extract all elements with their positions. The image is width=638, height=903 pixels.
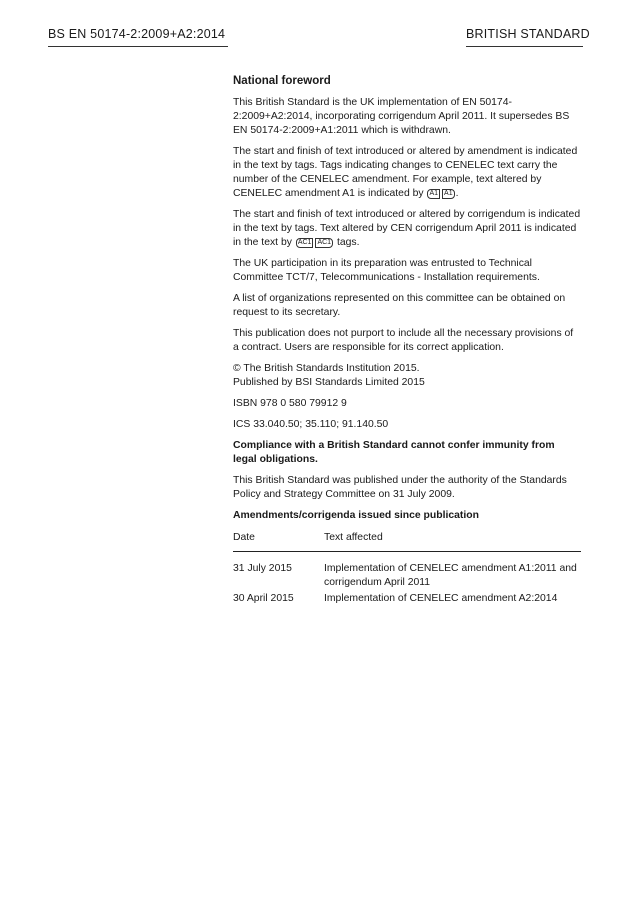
- publisher-line: Published by BSI Standards Limited 2015: [233, 377, 425, 388]
- isbn: ISBN 978 0 580 79912 9: [233, 398, 347, 409]
- header-rule-left: [48, 46, 228, 47]
- provisions-paragraph: This publication does not purport to include all the necessary provisions of a contract. Users are responsible for its correct application.: [233, 328, 574, 353]
- amendments-table-header: [233, 531, 581, 552]
- standard-type-header: BRITISH STANDARD: [466, 27, 590, 41]
- corrigendum-open-tag-icon: AC1: [297, 239, 312, 246]
- amendment-tags-paragraph: [233, 145, 581, 201]
- foreword-title: National foreword: [233, 75, 331, 87]
- amendment-open-tag-icon: A1: [429, 190, 439, 197]
- committee-paragraph: The UK participation in its preparation was entrusted to Technical Committee TCT/7, Telecommunications - Installation requirements.: [233, 258, 540, 283]
- implementation-paragraph: This British Standard is the UK implementation of EN 50174-2:2009+A2:2014, incorporating corrigendum April 2011. It supersedes BS EN 50174-2:2009+A1:2011 which is withdrawn.: [233, 97, 570, 136]
- organizations-paragraph: A list of organizations represented on this committee can be obtained on request to its secretary.: [233, 293, 566, 318]
- corrigendum-tags-text: The start and finish of text introduced or altered by corrigendum is indicated in the text by tags. Text altered by CEN corrigendum April 2011 is indicated in the text by: [233, 209, 581, 248]
- compliance-notice: Compliance with a British Standard cannot confer immunity from legal obligations.: [233, 440, 555, 465]
- text-affected-column-header: Text affected: [324, 532, 383, 543]
- document-id-header: BS EN 50174-2:2009+A2:2014: [48, 27, 226, 41]
- corrigendum-tags-paragraph: [233, 208, 581, 250]
- amendments-title: Amendments/corrigenda issued since publication: [233, 510, 479, 521]
- copyright-block: [233, 362, 581, 390]
- amendment-date: 31 July 2015: [233, 563, 292, 574]
- publication-authority: This British Standard was published under the authority of the Standards Policy and Strategy Committee on 31 July 2009.: [233, 475, 567, 500]
- table-row: [233, 562, 581, 590]
- amendment-close-tag-icon: A1: [444, 190, 453, 197]
- corrigendum-close-tag-icon: AC1: [317, 239, 332, 246]
- amendment-text: Implementation of CENELEC amendment A2:2014: [324, 593, 558, 604]
- amendment-tags-text: The start and finish of text introduced or altered by amendment is indicated in the text by tags. Tags indicating changes to CENELEC text carry the number of the CENELEC amendment. For example, text altered by CENELEC amendment A1 is indicated by: [233, 146, 578, 199]
- table-row: [233, 592, 581, 606]
- amendment-tags-end: .: [455, 188, 459, 199]
- header-rule-right: [466, 46, 583, 47]
- amendment-text: Implementation of CENELEC amendment A1:2011 and corrigendum April 2011: [324, 563, 577, 588]
- copyright-line: © The British Standards Institution 2015.: [233, 363, 420, 374]
- national-foreword: [233, 74, 581, 608]
- date-column-header: Date: [233, 532, 255, 543]
- amendment-date: 30 April 2015: [233, 593, 294, 604]
- corrigendum-tags-end: tags.: [336, 237, 360, 248]
- ics-codes: ICS 33.040.50; 35.110; 91.140.50: [233, 419, 389, 430]
